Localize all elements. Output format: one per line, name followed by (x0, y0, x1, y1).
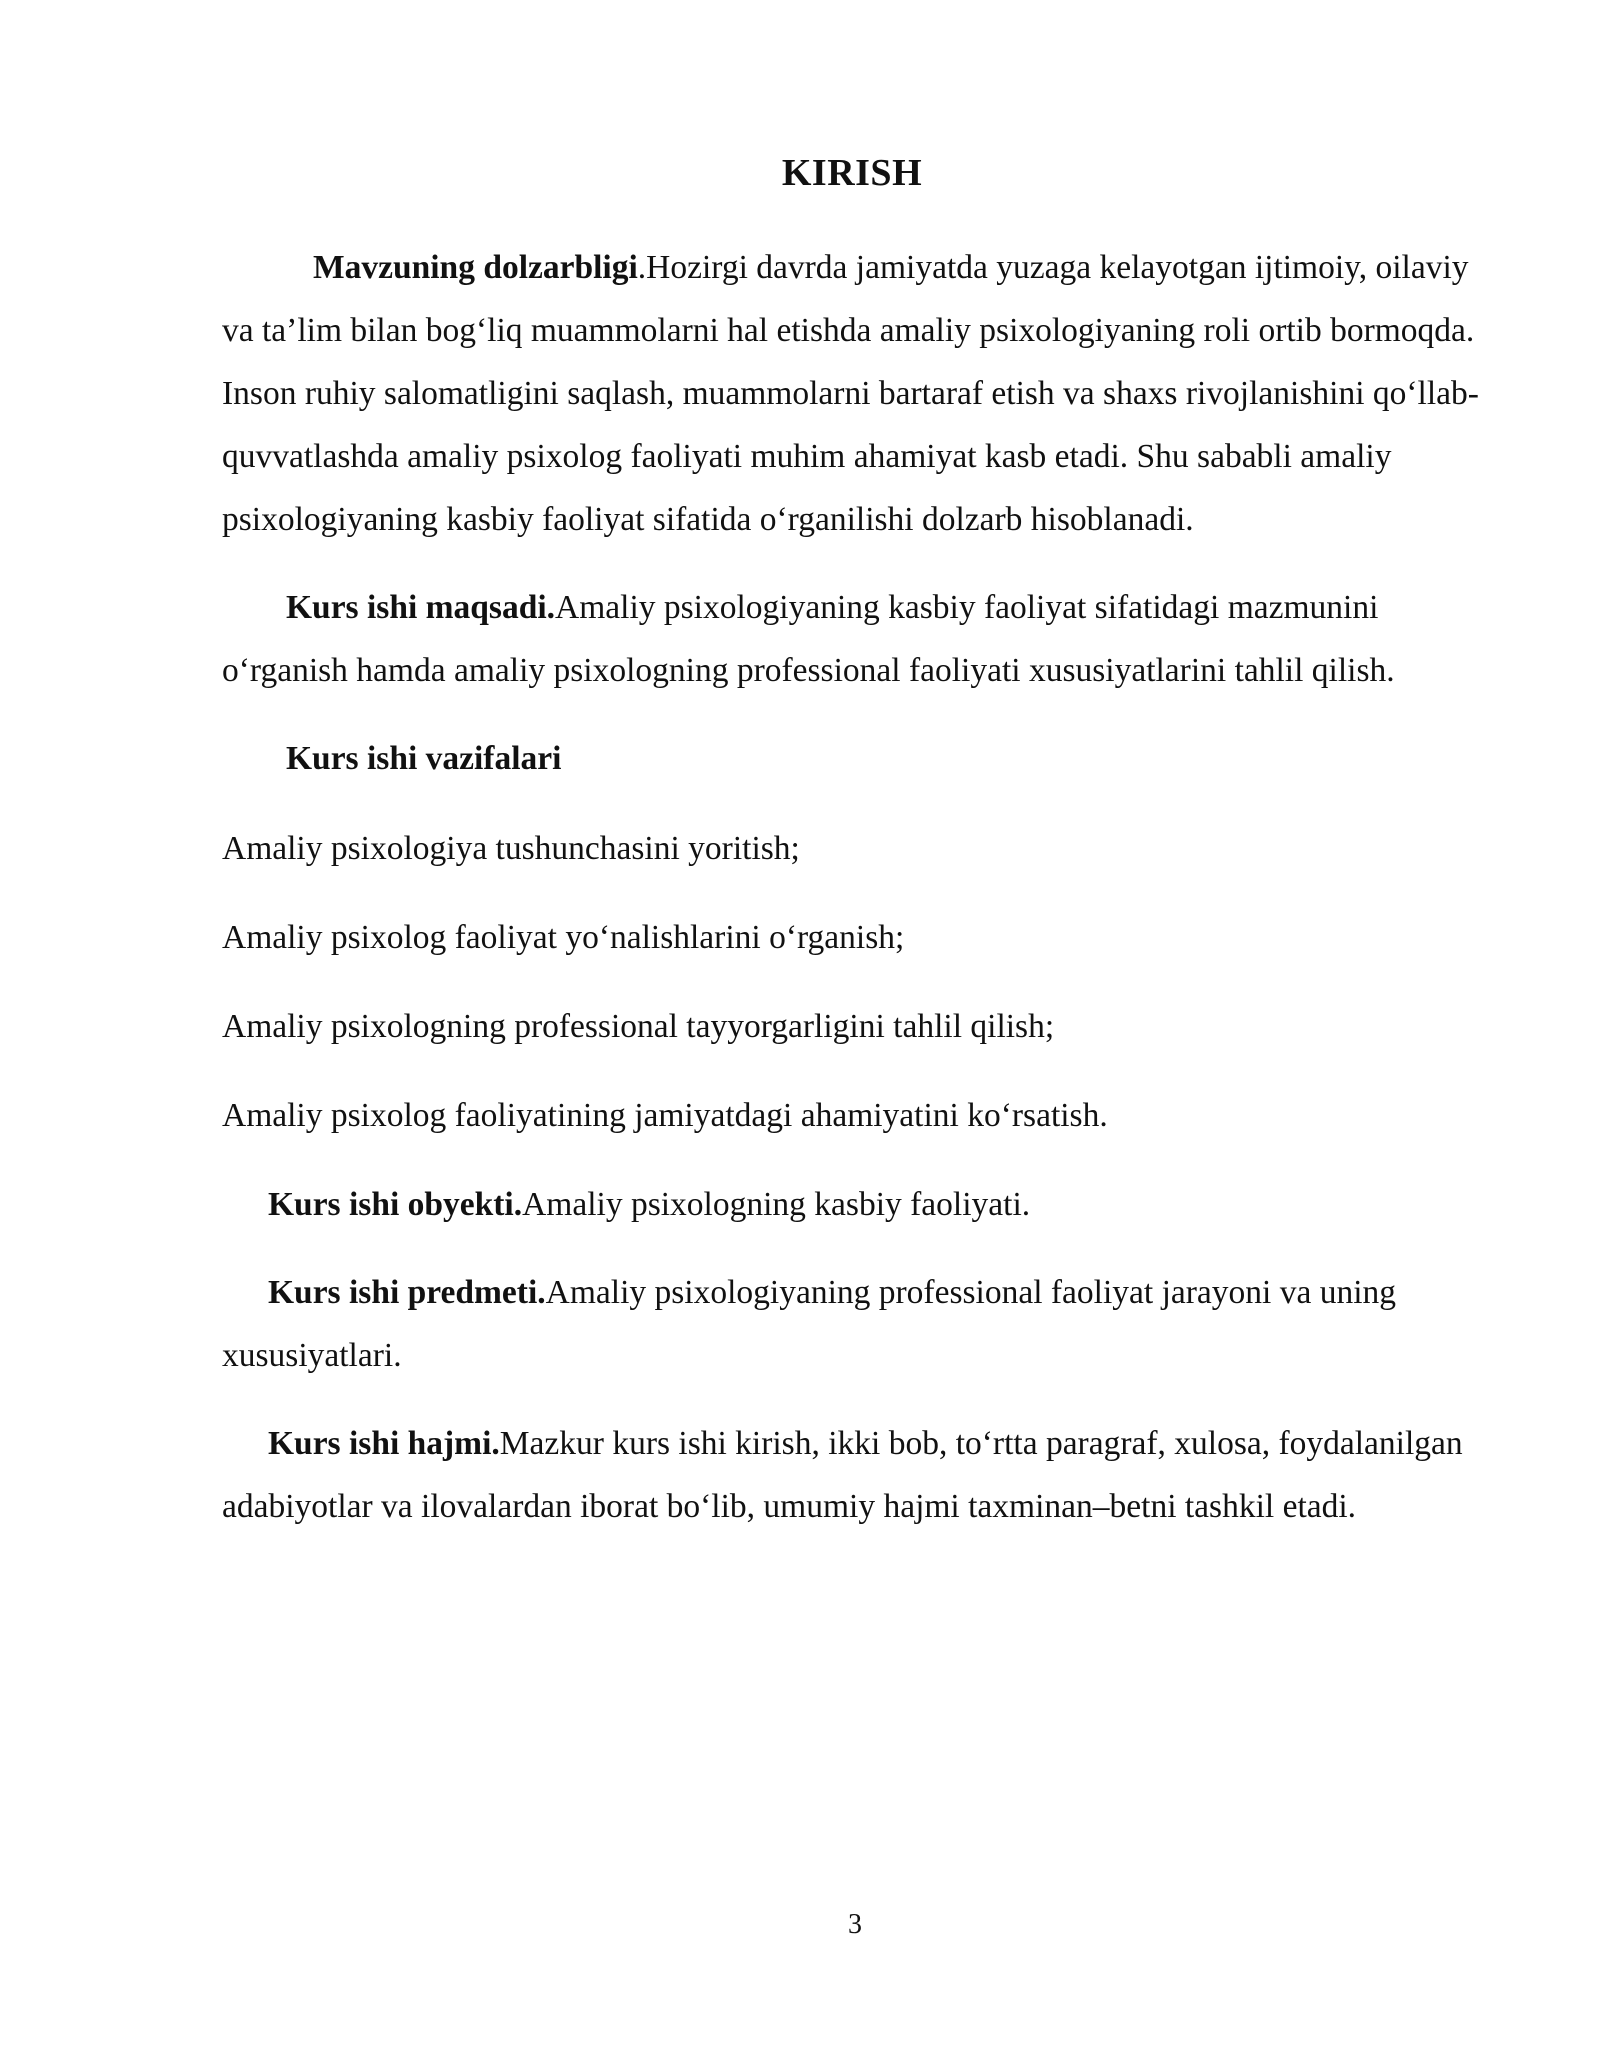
page-content (222, 150, 1482, 1563)
maqsad-label: Kurs ishi maqsadi. (286, 589, 556, 626)
predmet-label: Kurs ishi predmeti. (268, 1274, 546, 1311)
obyekt-label: Kurs ishi obyekti. (268, 1186, 523, 1223)
paragraph-dolzarblik (222, 236, 1482, 551)
page-number: 3 (848, 1909, 862, 1940)
paragraph-hajm (222, 1412, 1482, 1538)
vazifalar-heading: Kurs ishi vazifalari (286, 740, 562, 777)
task-item: Amaliy psixolog faoliyatining jamiyatdagi ahamiyatini ko‘rsatish. (222, 1097, 1108, 1134)
predmet-text: Amaliy psixologiyaning professional faoliyat jarayoni va uning xususiyatlari. (222, 1274, 1396, 1374)
dolzarblik-label: Mavzuning dolzarbligi (313, 249, 638, 286)
task-item: Amaliy psixolog faoliyat yo‘nalishlarini o‘rganish; (222, 919, 905, 956)
dolzarblik-text: .Hozirgi davrda jamiyatda yuzaga kelayotgan ijtimoiy, oilaviy va ta’lim bilan bog‘liq muammolarni hal etishda amaliy psixologiyaning roli ortib bormoqda. Inson ruhiy salomatligini saqlash, muammolarni bartaraf etish va shaxs rivojlanishini qo‘llab-quvvatlashda amaliy psixolog faoliyati muhim ahamiyat kasb etadi. Shu sababli amaliy psixologiyaning kasbiy faoliyat sifatida o‘rganilishi dolzarb hisoblanadi. (222, 249, 1479, 538)
paragraph-obyekt (222, 1173, 1482, 1236)
paragraph-predmet (222, 1261, 1482, 1387)
hajm-label: Kurs ishi hajmi. (268, 1425, 500, 1462)
page-title: KIRISH (781, 152, 923, 194)
paragraph-maqsad (222, 576, 1482, 702)
obyekt-text: Amaliy psixologning kasbiy faoliyati. (522, 1186, 1031, 1223)
hajm-text: Mazkur kurs ishi kirish, ikki bob, to‘rtta paragraf, xulosa, foydalanilgan adabiyotlar va ilovalardan iborat bo‘lib, umumiy hajmi taxminan–betni tashkil etadi. (222, 1425, 1463, 1525)
maqsad-text: Amaliy psixologiyaning kasbiy faoliyat sifatidagi mazmunini o‘rganish hamda amaliy psixologning professional faoliyati xususiyatlarini tahlil qilish. (222, 589, 1395, 689)
task-item: Amaliy psixologning professional tayyorgarligini tahlil qilish; (222, 1008, 1055, 1045)
task-item: Amaliy psixologiya tushunchasini yoritish; (222, 830, 800, 867)
